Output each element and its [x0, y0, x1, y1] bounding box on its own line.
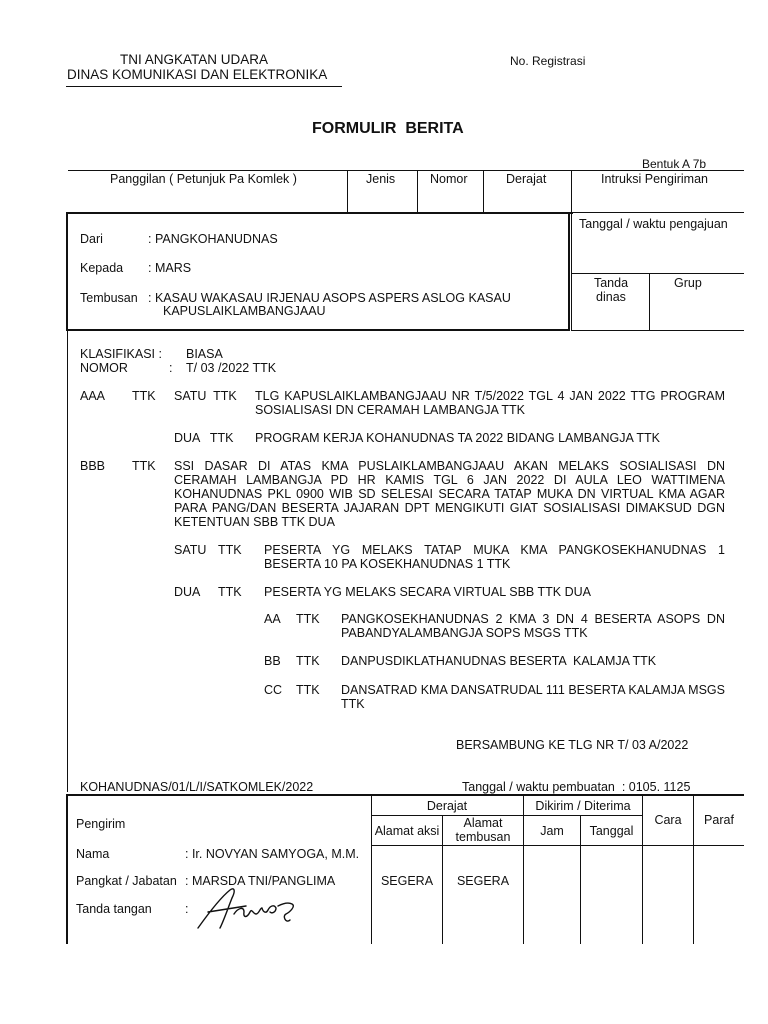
- cc-priority: SEGERA: [456, 874, 510, 888]
- paragraph-aaa-ttk: TTK: [132, 389, 156, 403]
- paragraph-aaa-label: AAA: [80, 389, 106, 403]
- reference-code: KOHANUDNAS/01/L/I/SATKOMLEK/2022: [80, 780, 314, 794]
- cc-value-continued: KAPUSLAIKLAMBANGJAAU: [163, 304, 326, 318]
- degree-header: Derajat: [426, 799, 468, 813]
- aaa-dua-text: PROGRAM KERJA KOHANUDNAS TA 2022 BIDANG LAMBANGJA TTK: [255, 431, 660, 445]
- col-divider: [523, 795, 524, 944]
- bbb-dua-ttk: TTK: [218, 585, 242, 599]
- name-label: Nama: [76, 847, 110, 861]
- bbb-dua-label: DUA: [174, 585, 201, 599]
- bbb-satu-ttk: TTK: [218, 543, 242, 557]
- paragraph-bbb-label: BBB: [80, 459, 106, 473]
- signature-label: Tanda tangan: [76, 902, 152, 916]
- footer-border: [66, 794, 68, 944]
- to-label: Kepada: [80, 261, 124, 275]
- aaa-satu-text: TLG KAPUSLAIKLAMBANGJAAU NR T/5/2022 TGL 4 JAN 2022 TTG PROGRAM SOSIALISASI DN CERAMAH LAMBANGJA TTK: [255, 389, 725, 417]
- sender-label: Pengirim: [76, 817, 126, 831]
- col-degree: Derajat: [506, 172, 547, 186]
- to-value: : MARS: [148, 261, 192, 275]
- form-title: FORMULIR BERITA: [312, 120, 464, 137]
- name-value: : Ir. NOVYAN SAMYOGA, M.M.: [185, 847, 360, 861]
- col-divider: [483, 170, 484, 213]
- col-type: Jenis: [366, 172, 396, 186]
- date-header: Tanggal: [589, 824, 634, 838]
- body-left-border: [67, 330, 68, 792]
- initial-header: Paraf: [704, 813, 734, 827]
- grid-line: [571, 273, 744, 274]
- sub-cc-label: CC: [264, 683, 283, 697]
- sub-bb-label: BB: [264, 654, 281, 668]
- rank-label: Pangkat / Jabatan: [76, 874, 177, 888]
- bbb-satu-text: PESERTA YG MELAKS TATAP MUKA KMA PANGKOSEKHANUDNAS 1 BESERTA 10 PA KOSEKHANUDNAS 1 TTK: [264, 543, 725, 571]
- address-box-border: [66, 329, 570, 331]
- cc-address-header: Alamat tembusan: [455, 816, 511, 844]
- department-name: DINAS KOMUNIKASI DAN ELEKTRONIKA: [67, 67, 328, 82]
- action-address-header: Alamat aksi: [374, 824, 440, 838]
- sub-cc-text: DANSATRAD KMA DANSATRUDAL 111 BESERTA KALAMJA MSGS TTK: [341, 683, 725, 711]
- col-divider: [417, 170, 418, 213]
- col-call-sign: Panggilan ( Petunjuk Pa Komlek ): [110, 172, 297, 186]
- sub-bb-text: DANPUSDIKLATHANUDNAS BESERTA KALAMJA TTK: [341, 654, 657, 668]
- classification-label: KLASIFIKASI :: [80, 347, 162, 361]
- col-instruction: Intruksi Pengiriman: [601, 172, 708, 186]
- sub-bb-ttk: TTK: [296, 654, 320, 668]
- grid-line: [571, 330, 744, 331]
- address-box-border: [66, 212, 68, 330]
- cc-label: Tembusan: [80, 291, 138, 305]
- cc-value: : KASAU WAKASAU IRJENAU ASOPS ASPERS ASLOG KASAU: [148, 291, 511, 305]
- classification-value: BIASA: [186, 347, 223, 361]
- number-value: T/ 03 /2022 TTK: [186, 361, 277, 375]
- form-code: Bentuk A 7b: [642, 157, 707, 171]
- sub-aa-text: PANGKOSEKHANUDNAS 2 KMA 3 DN 4 BESERTA ASOPS DN PABANDYALAMBANGJA SOPS MSGS TTK: [341, 612, 725, 640]
- bbb-text: SSI DASAR DI ATAS KMA PUSLAIKLAMBANGJAAU AKAN MELAKS SOSIALISASI DN CERAMAH LAMBANGJA PD HR KAMIS TGL 6 JAN 2022 DI AULA LEO WATTIMENA KOHANUDNAS PKL 0900 WIB SD SELESAI SECARA TATAP MUKA DN VIRTUAL KMA AGAR PARA PANG/DAN BESERTA JAJARAN DPT MENGIKUTI GIAT SOSIALISASI DIMAKSUD DGN KETENTUAN SBB TTK DUA: [174, 459, 725, 529]
- number-label: NOMOR: [80, 361, 128, 375]
- col-divider: [571, 170, 572, 330]
- item-satu-label: SATU TTK: [174, 389, 237, 403]
- col-divider: [347, 170, 348, 213]
- bbb-dua-text: PESERTA YG MELAKS SECARA VIRTUAL SBB TTK DUA: [264, 585, 591, 599]
- signature-colon: :: [185, 902, 189, 916]
- continued-note: BERSAMBUNG KE TLG NR T/ 03 A/2022: [456, 738, 689, 752]
- paragraph-bbb-ttk: TTK: [132, 459, 156, 473]
- sub-aa-label: AA: [264, 612, 281, 626]
- submit-time-label: Tanggal / waktu pengajuan: [579, 217, 728, 231]
- bbb-satu-label: SATU: [174, 543, 207, 557]
- address-box-border: [568, 212, 570, 330]
- sub-aa-ttk: TTK: [296, 612, 320, 626]
- method-header: Cara: [654, 813, 682, 827]
- sub-cc-ttk: TTK: [296, 683, 320, 697]
- organization-name: TNI ANGKATAN UDARA: [120, 52, 269, 67]
- handwritten-signature: [190, 884, 310, 934]
- from-label: Dari: [80, 232, 103, 246]
- header-underline: [66, 86, 342, 87]
- col-number: Nomor: [430, 172, 468, 186]
- top-table-border: [68, 170, 744, 171]
- col-divider: [649, 273, 650, 330]
- grid-line: [371, 845, 744, 846]
- number-colon: :: [169, 361, 173, 375]
- sent-received-header: Dikirim / Diterima: [535, 799, 631, 813]
- creation-time: Tanggal / waktu pembuatan : 0105. 1125: [462, 780, 691, 794]
- from-value: : PANGKOHANUDNAS: [148, 232, 278, 246]
- item-dua-label: DUA TTK: [174, 431, 234, 445]
- registration-label: No. Registrasi: [510, 54, 586, 68]
- service-mark-label: Tanda dinas: [593, 276, 629, 304]
- rank-value: : MARSDA TNI/PANGLIMA: [185, 874, 336, 888]
- top-table-border: [573, 212, 744, 213]
- col-divider: [371, 795, 372, 944]
- group-label: Grup: [674, 276, 702, 290]
- address-box-border: [66, 212, 573, 214]
- action-priority: SEGERA: [380, 874, 434, 888]
- hour-header: Jam: [540, 824, 564, 838]
